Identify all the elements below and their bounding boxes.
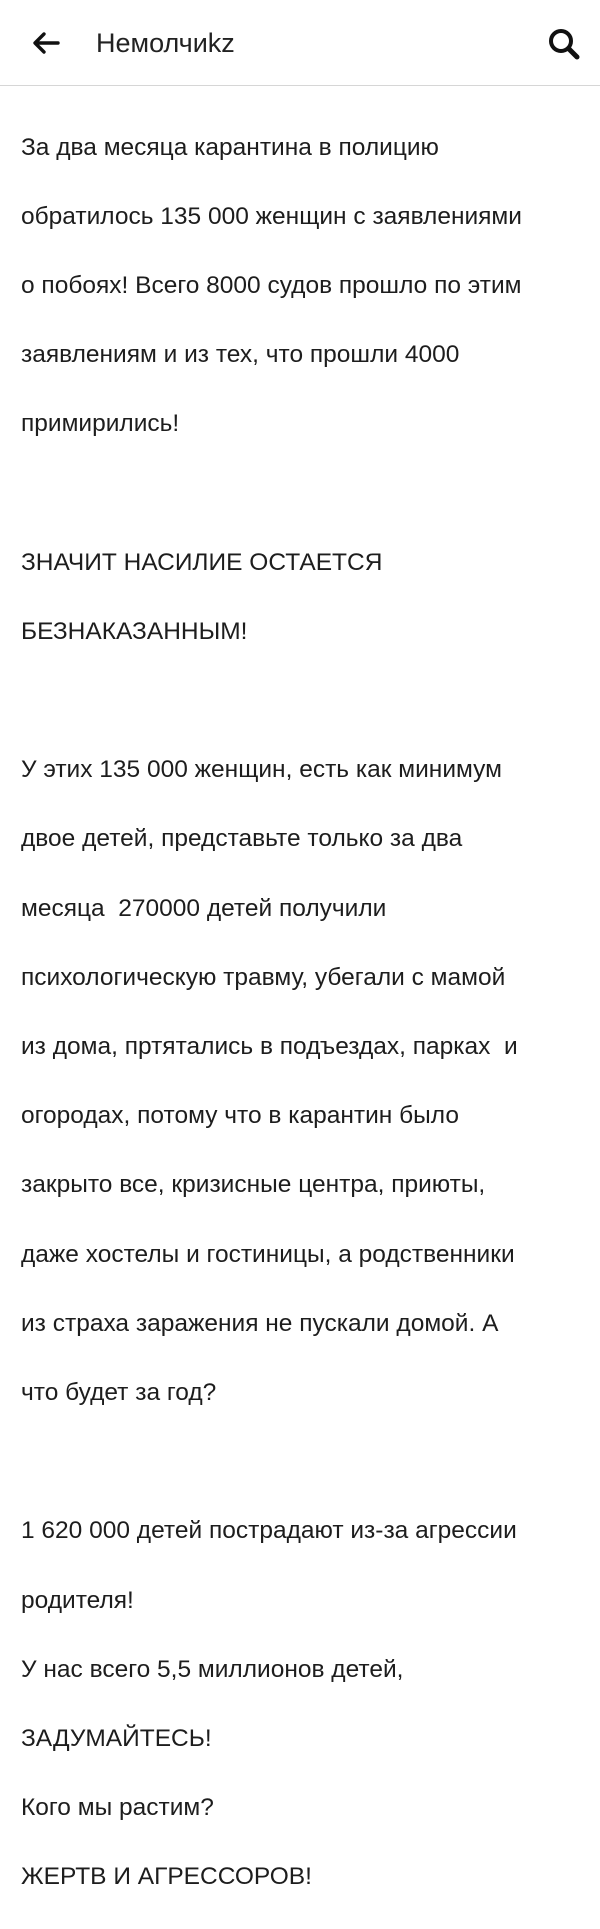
post-paragraph — [21, 511, 587, 684]
post-text-line: ЗНАЧИТ НАСИЛИЕ ОСТАЕТСЯ — [21, 548, 383, 576]
post-text-line: ЗАДУМАЙТЕСЬ! — [21, 1724, 212, 1752]
post-text-line: 1 620 000 детей пострадают из-за агрессии — [21, 1517, 517, 1545]
post-text-line: обратилось 135 000 женщин с заявлениями — [21, 202, 522, 230]
post-text-line: двое детей, представьте только за два — [21, 825, 463, 853]
post-text-line: даже хостелы и гостиницы, а родственники — [21, 1240, 515, 1268]
post-text-line: За два месяца карантина в полицию — [21, 133, 439, 161]
app-bar — [0, 0, 600, 86]
search-icon — [547, 27, 581, 61]
post-paragraph — [21, 719, 587, 1445]
post-text-line: Кого мы растим? — [21, 1794, 214, 1822]
post-text-line: о побоях! Всего 8000 судов прошло по этим — [21, 271, 522, 299]
post-text-line: У этих 135 000 женщин, есть как минимум — [21, 756, 502, 784]
post-text-line: ЖЕРТВ И АГРЕССОРОВ! — [21, 1863, 312, 1891]
post-text-line: психологическую травму, убегали с мамой — [21, 963, 506, 991]
post-body — [21, 96, 587, 1929]
post-text-line: что будет за год? — [21, 1378, 217, 1406]
search-button[interactable] — [544, 24, 584, 64]
page-title: Немолчиkz — [96, 28, 235, 58]
post-text-line: огородах, потому что в карантин было — [21, 1102, 459, 1130]
post-text-line: закрыто все, кризисные центра, приюты, — [21, 1171, 486, 1199]
post-text-line: БЕЗНАКАЗАННЫМ! — [21, 617, 248, 645]
post-paragraph — [21, 96, 587, 477]
arrow-left-icon — [31, 31, 61, 55]
post-text-line: родителя! — [21, 1586, 134, 1614]
post-text-line: примирились! — [21, 410, 180, 438]
back-button[interactable] — [26, 26, 66, 60]
post-text-line: из дома, пртятались в подъездах, парках и — [21, 1033, 518, 1061]
post-text-line: из страха заражения не пускали домой. А — [21, 1309, 499, 1337]
post-paragraph — [21, 1480, 587, 1929]
post-text-line: У нас всего 5,5 миллионов детей, — [21, 1655, 404, 1683]
post-text-line: заявлениям и из тех, что прошли 4000 — [21, 341, 460, 369]
post-text-line: месяца 270000 детей получили — [21, 894, 387, 922]
